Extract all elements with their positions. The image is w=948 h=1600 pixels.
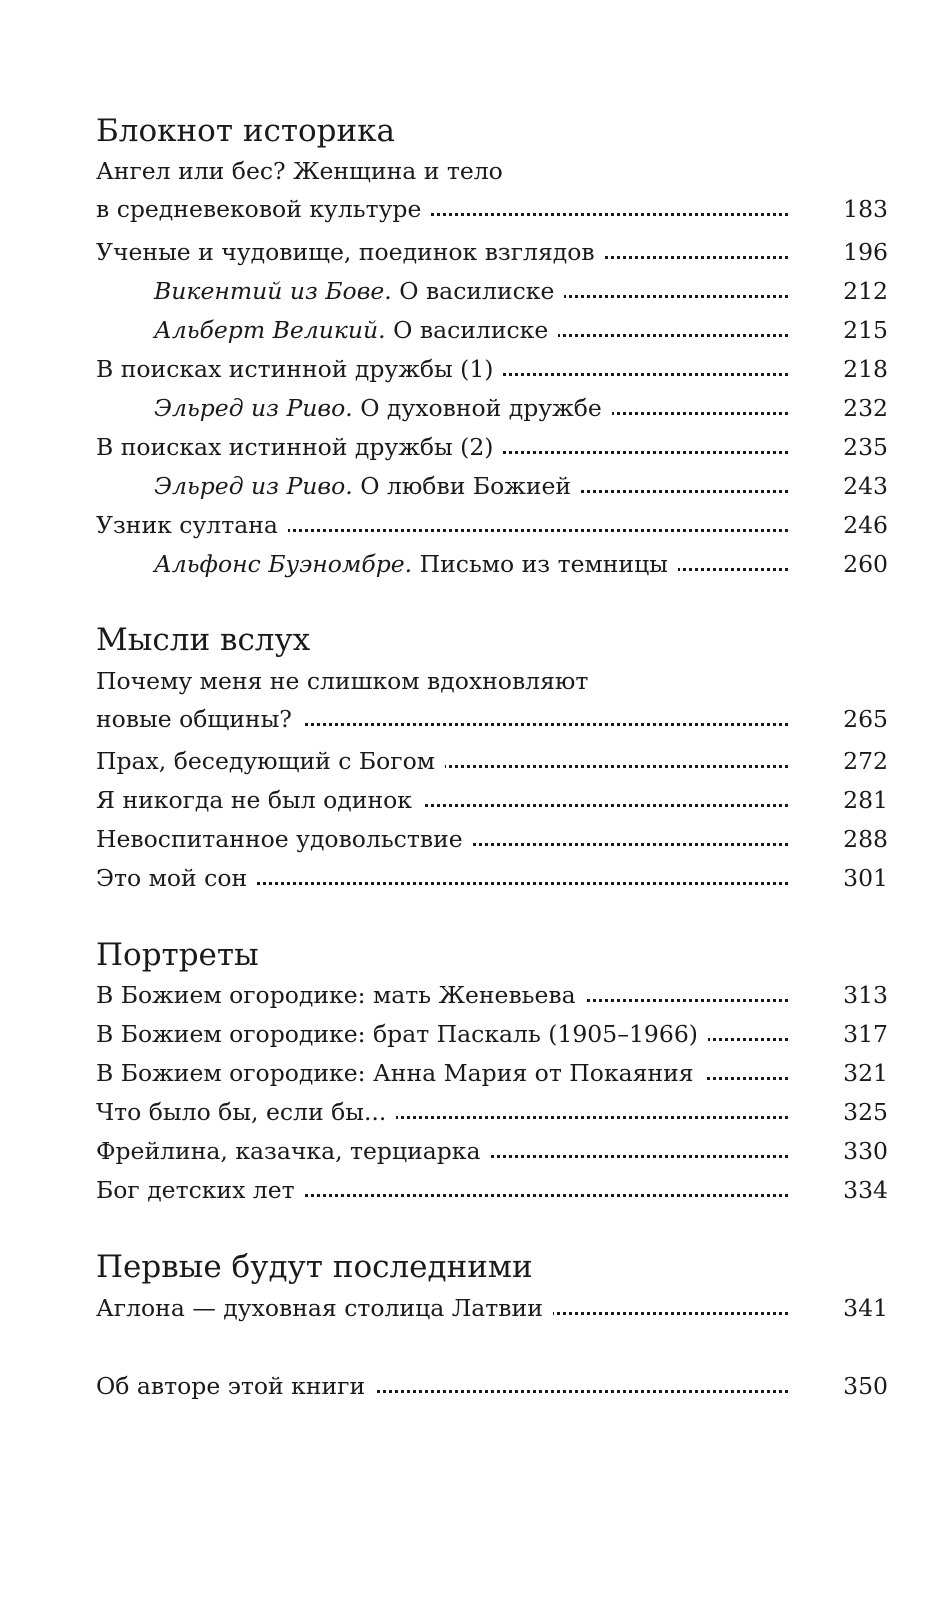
page-number: 321: [843, 1059, 888, 1087]
page-number: 330: [843, 1137, 888, 1165]
entry-title: В Божием огородике: мать Женевьева: [96, 978, 586, 1012]
toc-entry: [154, 313, 888, 347]
toc-entry: [96, 744, 888, 778]
page-number: 212: [843, 277, 888, 305]
entry-title: Ученые и чудовище, поединок взглядов: [96, 235, 605, 269]
page-number: 246: [843, 511, 888, 539]
entry-title: Узник султана: [96, 508, 288, 542]
entry-title: Фрейлина, казачка, терциарка: [96, 1134, 491, 1168]
page-number: 313: [843, 981, 888, 1009]
toc-entry: [154, 391, 888, 425]
entry-title: Эльред из Риво. О любви Божией: [154, 469, 581, 503]
toc-entry: [96, 1291, 888, 1325]
page-number: 325: [843, 1098, 888, 1126]
page-number: 301: [843, 864, 888, 892]
section-title: Блокнот историка: [96, 113, 396, 149]
toc-entry: [96, 157, 888, 226]
page-number: 218: [843, 355, 888, 383]
toc-entry: [96, 667, 888, 736]
page-number: 243: [843, 472, 888, 500]
toc-entry: [154, 274, 888, 308]
toc-entry: [96, 1134, 888, 1168]
page-number: 341: [843, 1294, 888, 1322]
entry-title: В Божием огородике: брат Паскаль (1905–1966): [96, 1017, 708, 1051]
toc-entry: [96, 861, 888, 895]
toc-entry: [96, 822, 888, 856]
toc-entry: [96, 978, 888, 1012]
entry-title: Викентий из Бове. О василиске: [154, 274, 564, 308]
entry-title: В поисках истинной дружбы (2): [96, 430, 503, 464]
entry-author: Викентий из Бове.: [154, 277, 392, 305]
entry-title: Что было бы, если бы...: [96, 1095, 396, 1129]
page-number: 265: [843, 705, 888, 733]
entry-title: новые общины?: [96, 702, 302, 736]
toc-entry: [96, 235, 888, 269]
entry-title-line1: Почему меня не слишком вдохновляют: [96, 667, 589, 695]
entry-title: Об авторе этой книги: [96, 1369, 375, 1403]
toc-entry: [96, 430, 888, 464]
entry-title: В Божием огородике: Анна Мария от Покаяния: [96, 1056, 704, 1090]
section-title: Мысли вслух: [96, 622, 311, 658]
entry-title-line1: Ангел или бес? Женщина и тело: [96, 157, 503, 185]
toc-entry: [96, 1095, 888, 1129]
page-number: 272: [843, 747, 888, 775]
toc-entry: [96, 352, 888, 386]
entry-title: в средневековой культуре: [96, 192, 431, 226]
page-number: 183: [843, 195, 888, 223]
page-number: 260: [843, 550, 888, 578]
entry-title: Я никогда не был одинок: [96, 783, 422, 817]
page-number: 235: [843, 433, 888, 461]
page-number: 288: [843, 825, 888, 853]
entry-title: Альфонс Буэномбре. Письмо из темницы: [154, 547, 678, 581]
entry-title: Альберт Великий. О василиске: [154, 313, 558, 347]
entry-title: Это мой сон: [96, 861, 257, 895]
page-number: 281: [843, 786, 888, 814]
entry-author: Альберт Великий.: [154, 316, 386, 344]
entry-title: Прах, беседующий с Богом: [96, 744, 445, 778]
toc-entry: [96, 783, 888, 817]
toc-entry: [96, 1369, 888, 1403]
page-number: 196: [843, 238, 888, 266]
toc-entry: [154, 547, 888, 581]
entry-title: Бог детских лет: [96, 1173, 305, 1207]
entry-title: Эльред из Риво. О духовной дружбе: [154, 391, 612, 425]
entry-title: В поисках истинной дружбы (1): [96, 352, 503, 386]
toc-entry: [96, 1056, 888, 1090]
page-number: 317: [843, 1020, 888, 1048]
page-number: 232: [843, 394, 888, 422]
section-title: Первые будут последними: [96, 1249, 533, 1285]
page-number: 350: [843, 1372, 888, 1400]
toc-entry: [96, 1017, 888, 1051]
section-title: Портреты: [96, 937, 259, 973]
entry-author: Альфонс Буэномбре.: [154, 550, 413, 578]
toc-entry: [96, 508, 888, 542]
entry-title: Аглона — духовная столица Латвии: [96, 1291, 553, 1325]
entry-author: Эльред из Риво.: [154, 472, 353, 500]
toc-entry: [96, 1173, 888, 1207]
toc-entry: [154, 469, 888, 503]
entry-title: Невоспитанное удовольствие: [96, 822, 473, 856]
entry-author: Эльред из Риво.: [154, 394, 353, 422]
page-number: 215: [843, 316, 888, 344]
page-number: 334: [843, 1176, 888, 1204]
